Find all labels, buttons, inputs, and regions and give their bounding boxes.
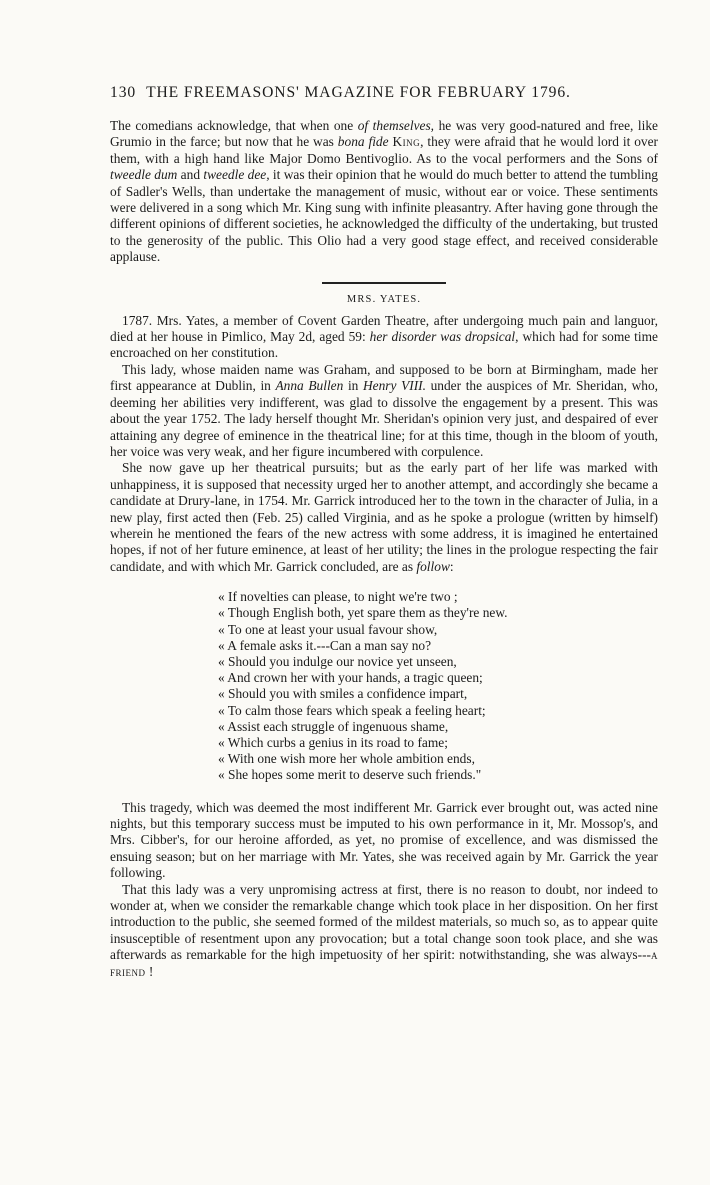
section-divider [322,282,446,284]
italic-text: tweedle dum [110,167,178,183]
verse-line: « To calm those fears which speak a feeling heart; [218,702,486,718]
text-run: She now gave up her theatrical pursuits; but as the early part of her life was marked with unhappiness, it is supposed that necessity urged her to another attempt, and accordingly she became a candidate at Drury-lane, in 1754. Mr. Garrick introduced her to the town in the character of Julia, in a new play, first acted then (Feb. 25) called Virginia, and as he spoke a prologue (written by himself) wherein he mentioned the fears of the new actress with some address, it is imagined he entertained hopes, if not of her future eminence, at least of her utility; the lines in the prologue respecting the fair candidate, and with which Mr. Garrick concluded, are as [110,460,658,574]
italic-text: follow [416,558,450,574]
italic-text: Anna Bullen [275,378,344,394]
article-paragraph-1 [110,313,658,362]
intro-paragraph [110,118,658,266]
section-title: MRS. YATES. [346,293,422,305]
verse-line: « A female asks it.---Can a man say no? [218,637,432,653]
verse-line: « To one at least your usual favour show, [218,621,438,637]
text-run: , which had for some time encroached on her constitution. [110,329,658,361]
text-run: , they were afraid that he would lord it over them, with a high hand like Major Domo Bentivoglio. As to the vocal performers and the Sons of [110,134,658,166]
text-run: : [449,558,454,574]
verse-line: « Which curbs a genius in its road to fame; [218,734,448,750]
prologue-verse [218,589,658,783]
text-run: and [177,167,204,183]
italic-text: bona fide [337,134,389,150]
closing-paragraph-2 [110,882,658,980]
text-run: it was their opinion that he would do much better to attend the tumbling of Sadler's Wells, than undertake the management of music, without ear or voice. These sentiments were delivered in a song which Mr. King sung with infinite pleasantry. After having gone through the different opinions of different societies, he acknowledged the difficulty of the undertaking, but trusted to the generosity of the public. This Olio had a very good stage effect, and received considerable applause. [110,167,658,265]
text-run: That this lady was a very unpromising actress at first, there is no reason to doubt, nor indeed to wonder at, when we consider the remarkable change which took place in her disposition. On her first introduction to the public, she seemed formed of the mildest materials, so much so, as to appear quite insusceptible of resentment upon any provocation; but a total change soon took place, and she was afterwards as remarkable for the high impetuosity of her spirit: notwithstanding, she was always--- [110,881,658,963]
text-run: 1787. Mrs. Yates, a member of Covent Garden Theatre, after undergoing much pain and languor, died at her house in Pimlico, May 2d, aged 59: [110,312,658,345]
page-number: 130 [110,84,137,101]
small-caps-text: King [392,134,421,150]
text-run: The comedians acknowledge, that when one [110,118,358,133]
italic-text: her disorder was dropsical [369,329,516,345]
verse-line: « Should you indulge our novice yet unseen, [218,653,457,669]
text-run: under the auspices of Mr. Sheridan, who, deeming her abilities very indifferent, was glad to dissolve the engagement by a present. This was about the year 1752. The lady herself thought Mr. Sheridan's opinion very just, and despaired of ever attaining any degree of eminence in the theatrical line; for at this time, though in the bloom of youth, her voice was very weak, and her figure incumbered with corpulence. [110,378,658,459]
verse-line: « And crown her with your hands, a tragic queen; [218,670,483,686]
verse-line: « If novelties can please, to night we're two ; [218,589,458,605]
page-header [110,84,658,102]
running-title: THE FREEMASONS' MAGAZINE FOR FEBRUARY 1796. [146,84,571,101]
italic-text: of themselves, [357,118,435,133]
text-run: he was very good-natured and free, like Grumio in the farce; but now that he was [110,118,659,150]
verse-line: « With one wish more her whole ambition ends, [218,751,475,767]
verse-line: « She hopes some merit to deserve such friends." [218,767,482,783]
verse-line: « Though English both, yet spare them as they're new. [218,605,508,621]
text-run: ! [145,963,154,979]
closing-paragraph-1 [110,800,658,882]
verse-line: « Should you with smiles a confidence impart, [218,686,468,702]
text-run: in [343,378,363,394]
italic-text: Henry VIII. [362,378,426,394]
text-run: This lady, whose maiden name was Graham, and supposed to be born at Birmingham, made her first appearance at Dublin, in [110,361,658,394]
text-run: This tragedy, which was deemed the most indifferent Mr. Garrick ever brought out, was acted nine nights, but this temporary success must be imputed to his own performance in it, Mr. Mossop's, and Mrs. Cibber's, for our heroine afforded, as yet, no promise of excellence, and was dismissed the ensuing season; but on her marriage with Mr. Yates, she was received again by Mr. Garrick the year following. [110,799,658,881]
small-caps-text: a friend [110,947,658,979]
verse-line: « Assist each struggle of ingenuous shame, [218,718,449,734]
article-paragraph-2 [110,362,658,460]
article-paragraph-3 [110,460,658,575]
italic-text: tweedle dee, [203,167,270,183]
